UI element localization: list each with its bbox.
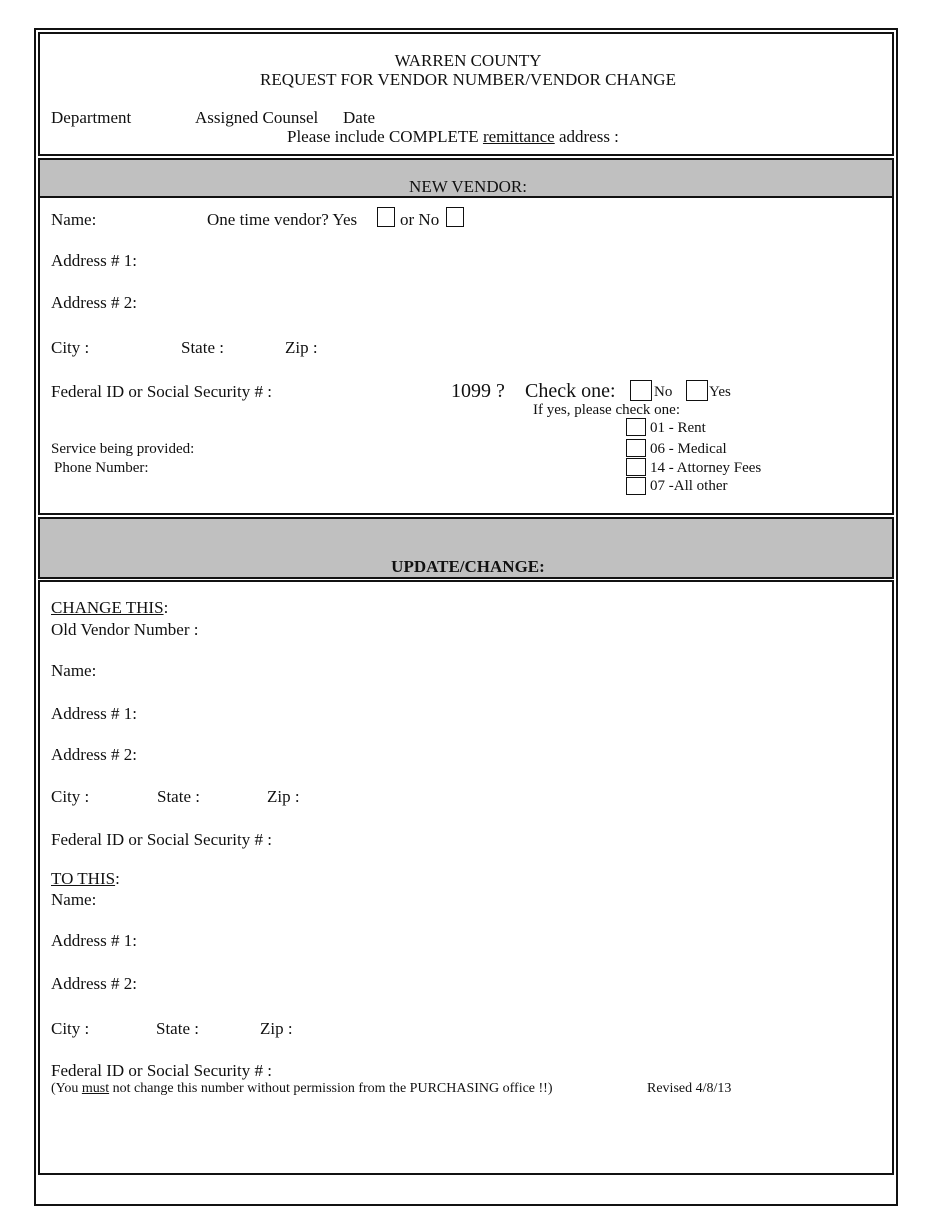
new-state-label: State :: [156, 1019, 199, 1038]
note-must: must: [81, 1081, 110, 1096]
option-all-other-checkbox[interactable]: [626, 477, 646, 495]
f1099-no-label: No: [654, 384, 673, 400]
to-this-colon: :: [115, 869, 120, 888]
permission-note: [51, 1082, 553, 1096]
to-this-label: [51, 870, 120, 887]
nv-address2-label: Address # 2:: [51, 293, 137, 312]
f1099-yes-checkbox[interactable]: [686, 380, 708, 401]
check-one-label: Check one:: [525, 380, 616, 402]
department-label: Department: [51, 108, 132, 127]
old-zip-label: Zip :: [267, 787, 300, 806]
f1099-label: 1099 ?: [451, 380, 505, 402]
old-name-label: Name:: [51, 661, 97, 680]
f1099-no-checkbox[interactable]: [630, 380, 652, 401]
old-state-label: State :: [157, 787, 200, 806]
old-address1-label: Address # 1:: [51, 704, 137, 723]
change-this-colon: :: [163, 598, 169, 617]
option-rent-checkbox[interactable]: [626, 418, 646, 436]
old-vendor-label: Old Vendor Number :: [51, 620, 199, 639]
option-rent-label: 01 - Rent: [650, 420, 706, 436]
old-address2-label: Address # 2:: [51, 745, 137, 764]
nv-address1-label: Address # 1:: [51, 251, 137, 270]
option-medical-checkbox[interactable]: [626, 439, 646, 457]
note-pre: (You: [51, 1081, 82, 1096]
form-title: REQUEST FOR VENDOR NUMBER/VENDOR CHANGE: [260, 70, 676, 89]
option-attorney-fees-label: 14 - Attorney Fees: [650, 460, 762, 476]
new-address1-label: Address # 1:: [51, 931, 137, 950]
new-zip-label: Zip :: [260, 1019, 293, 1038]
option-all-other-label: 07 -All other: [650, 478, 728, 494]
nv-fed-id-label: Federal ID or Social Security # :: [51, 382, 272, 401]
new-vendor-section: [38, 196, 894, 515]
date-label: Date: [343, 108, 376, 127]
new-name-label: Name:: [51, 890, 97, 909]
one-time-yes-checkbox[interactable]: [377, 207, 395, 227]
or-no-label: or No: [400, 210, 440, 229]
new-address2-label: Address # 2:: [51, 974, 137, 993]
new-vendor-heading: NEW VENDOR:: [409, 177, 527, 196]
old-city-label: City :: [51, 787, 90, 806]
revised-date: Revised 4/8/13: [647, 1081, 732, 1096]
nv-city-label: City :: [51, 338, 90, 357]
phone-label: Phone Number:: [54, 460, 149, 476]
new-city-label: City :: [51, 1019, 90, 1038]
to-this-text: TO THIS: [51, 869, 116, 888]
option-medical-label: 06 - Medical: [650, 441, 727, 457]
new-fed-id-label: Federal ID or Social Security # :: [51, 1061, 272, 1080]
one-time-vendor-label: One time vendor? Yes: [207, 210, 358, 229]
remittance-post: address :: [554, 127, 619, 146]
remittance-word: remittance: [482, 127, 555, 146]
option-attorney-fees-checkbox[interactable]: [626, 458, 646, 476]
county-title: WARREN COUNTY: [394, 51, 542, 70]
assigned-counsel-label: Assigned Counsel: [195, 108, 319, 127]
one-time-no-checkbox[interactable]: [446, 207, 464, 227]
update-heading: UPDATE/CHANGE:: [391, 557, 545, 576]
note-post: not change this number without permission from the PURCHASING office !!): [109, 1081, 553, 1096]
if-yes-label: If yes, please check one:: [533, 402, 681, 418]
nv-zip-label: Zip :: [285, 338, 318, 357]
change-this-label: [51, 599, 168, 616]
remittance-pre: Please include COMPLETE: [287, 127, 483, 146]
remittance-note: [287, 128, 619, 145]
change-this-text: CHANGE THIS: [51, 598, 164, 617]
nv-state-label: State :: [181, 338, 224, 357]
f1099-yes-label: Yes: [709, 384, 731, 400]
old-fed-id-label: Federal ID or Social Security # :: [51, 830, 272, 849]
service-label: Service being provided:: [51, 441, 195, 457]
nv-name-label: Name:: [51, 210, 97, 229]
